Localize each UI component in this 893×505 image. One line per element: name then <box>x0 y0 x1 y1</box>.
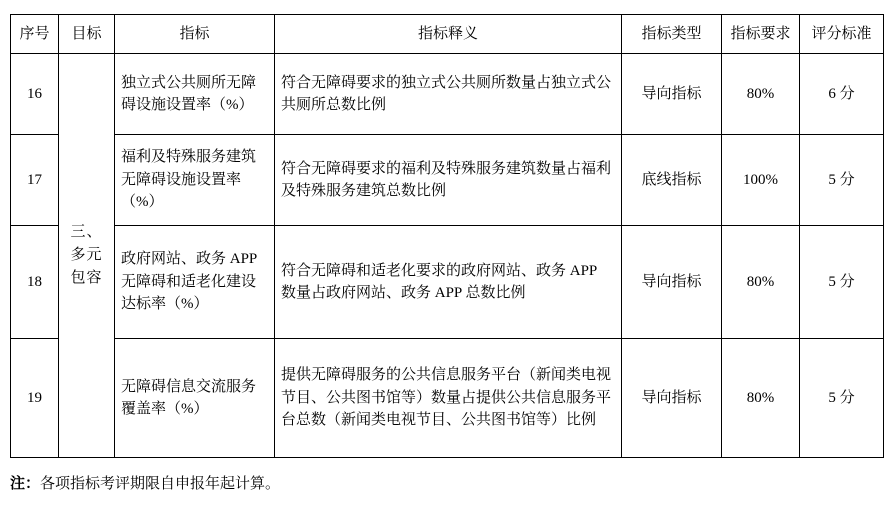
cell-score: 6 分 <box>800 54 884 135</box>
footnote-text: 各项指标考评期限自申报年起计算。 <box>40 476 281 492</box>
cell-seq: 18 <box>11 226 59 339</box>
column-header-definition: 指标释义 <box>275 15 622 54</box>
cell-requirement: 80% <box>722 226 800 339</box>
cell-definition: 符合无障碍要求的独立式公共厕所数量占独立式公共厕所总数比例 <box>275 54 622 135</box>
cell-indicator: 政府网站、政务 APP 无障碍和适老化建设达标率（%） <box>115 226 275 339</box>
cell-score: 5 分 <box>800 339 884 458</box>
column-header-goal: 目标 <box>59 15 115 54</box>
column-header-score: 评分标准 <box>800 15 884 54</box>
cell-seq: 17 <box>11 135 59 226</box>
cell-indicator: 独立式公共厕所无障碍设施设置率（%） <box>115 54 275 135</box>
footnote-label: 注： <box>10 476 41 492</box>
cell-requirement: 100% <box>722 135 800 226</box>
table-row <box>11 339 884 458</box>
indicator-table <box>10 14 884 458</box>
cell-indicator: 福利及特殊服务建筑无障碍设施设置率（%） <box>115 135 275 226</box>
cell-definition: 符合无障碍和适老化要求的政府网站、政务 APP 数量占政府网站、政务 APP 总数比例 <box>275 226 622 339</box>
cell-indicator: 无障碍信息交流服务覆盖率（%） <box>115 339 275 458</box>
table-footnote <box>10 472 883 496</box>
cell-requirement: 80% <box>722 54 800 135</box>
table-body <box>11 54 884 458</box>
cell-type: 底线指标 <box>622 135 722 226</box>
cell-definition: 提供无障碍服务的公共信息服务平台（新闻类电视节目、公共图书馆等）数量占提供公共信息服务平台总数（新闻类电视节目、公共图书馆等）比例 <box>275 339 622 458</box>
cell-seq: 19 <box>11 339 59 458</box>
cell-type: 导向指标 <box>622 339 722 458</box>
table-row <box>11 135 884 226</box>
table-header <box>11 15 884 54</box>
cell-goal-group <box>59 54 115 458</box>
column-header-indicator: 指标 <box>115 15 275 54</box>
table-row <box>11 54 884 135</box>
cell-requirement: 80% <box>722 339 800 458</box>
cell-score: 5 分 <box>800 226 884 339</box>
cell-type: 导向指标 <box>622 226 722 339</box>
column-header-type: 指标类型 <box>622 15 722 54</box>
cell-seq: 16 <box>11 54 59 135</box>
cell-definition: 符合无障碍要求的福利及特殊服务建筑数量占福利及特殊服务建筑总数比例 <box>275 135 622 226</box>
cell-score: 5 分 <box>800 135 884 226</box>
goal-group-label: 三、多元包容 <box>70 223 103 287</box>
table-row <box>11 226 884 339</box>
table-header-row <box>11 15 884 54</box>
cell-type: 导向指标 <box>622 54 722 135</box>
column-header-seq: 序号 <box>11 15 59 54</box>
column-header-requirement: 指标要求 <box>722 15 800 54</box>
